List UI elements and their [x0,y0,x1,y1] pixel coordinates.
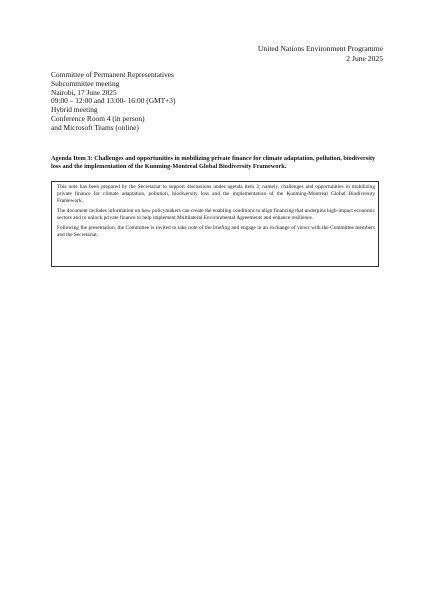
meeting-location-date: Nairobi, 17 June 2025 [51,87,117,97]
note-box [51,181,379,267]
meeting-room: Conference Room 4 (in person) [51,113,145,123]
document-header [258,44,383,63]
note-paragraph: The document includes information on how policymakers can create the enabling conditions to align financing that underpins high-impact economic sectors and to unlock private finance to help implement Multilateral Environmental Agreements and enhance resilience. [57,208,375,222]
meeting-type: Subcommittee meeting [51,78,120,88]
meeting-details [51,71,175,133]
meeting-time: 09:00 – 12:00 and 13:00- 16:00 (GMT+3) [51,96,176,106]
note-paragraph: This note has been prepared by the Secretariat to support discussions under agenda item 3, namely, challenges and opportunities in mobilizing private finance for climate adaptation, pollution, biodiversity loss and the implementation of the Kunming-Montreal Global Biodiversity Framework. [57,184,375,204]
document-date: 2 June 2025 [346,53,383,63]
agenda-item-title: Agenda Item 3: Challenges and opportunities in mobilizing private finance for climate adaptation, pollution, biodiversity loss and the implementation of the Kunming-Montreal Global Biodiversity Framework. [51,155,376,171]
meeting-online: and Microsoft Teams (online) [51,122,139,132]
note-paragraph: Following the presentation, the Committee is invited to take note of the briefing and engage in an exchange of views with the Committee members and the Secretariat. [57,225,375,239]
meeting-committee: Committee of Permanent Representatives [51,70,174,79]
meeting-format: Hybrid meeting [51,105,98,115]
organization-name: United Nations Environment Programme [257,44,383,53]
